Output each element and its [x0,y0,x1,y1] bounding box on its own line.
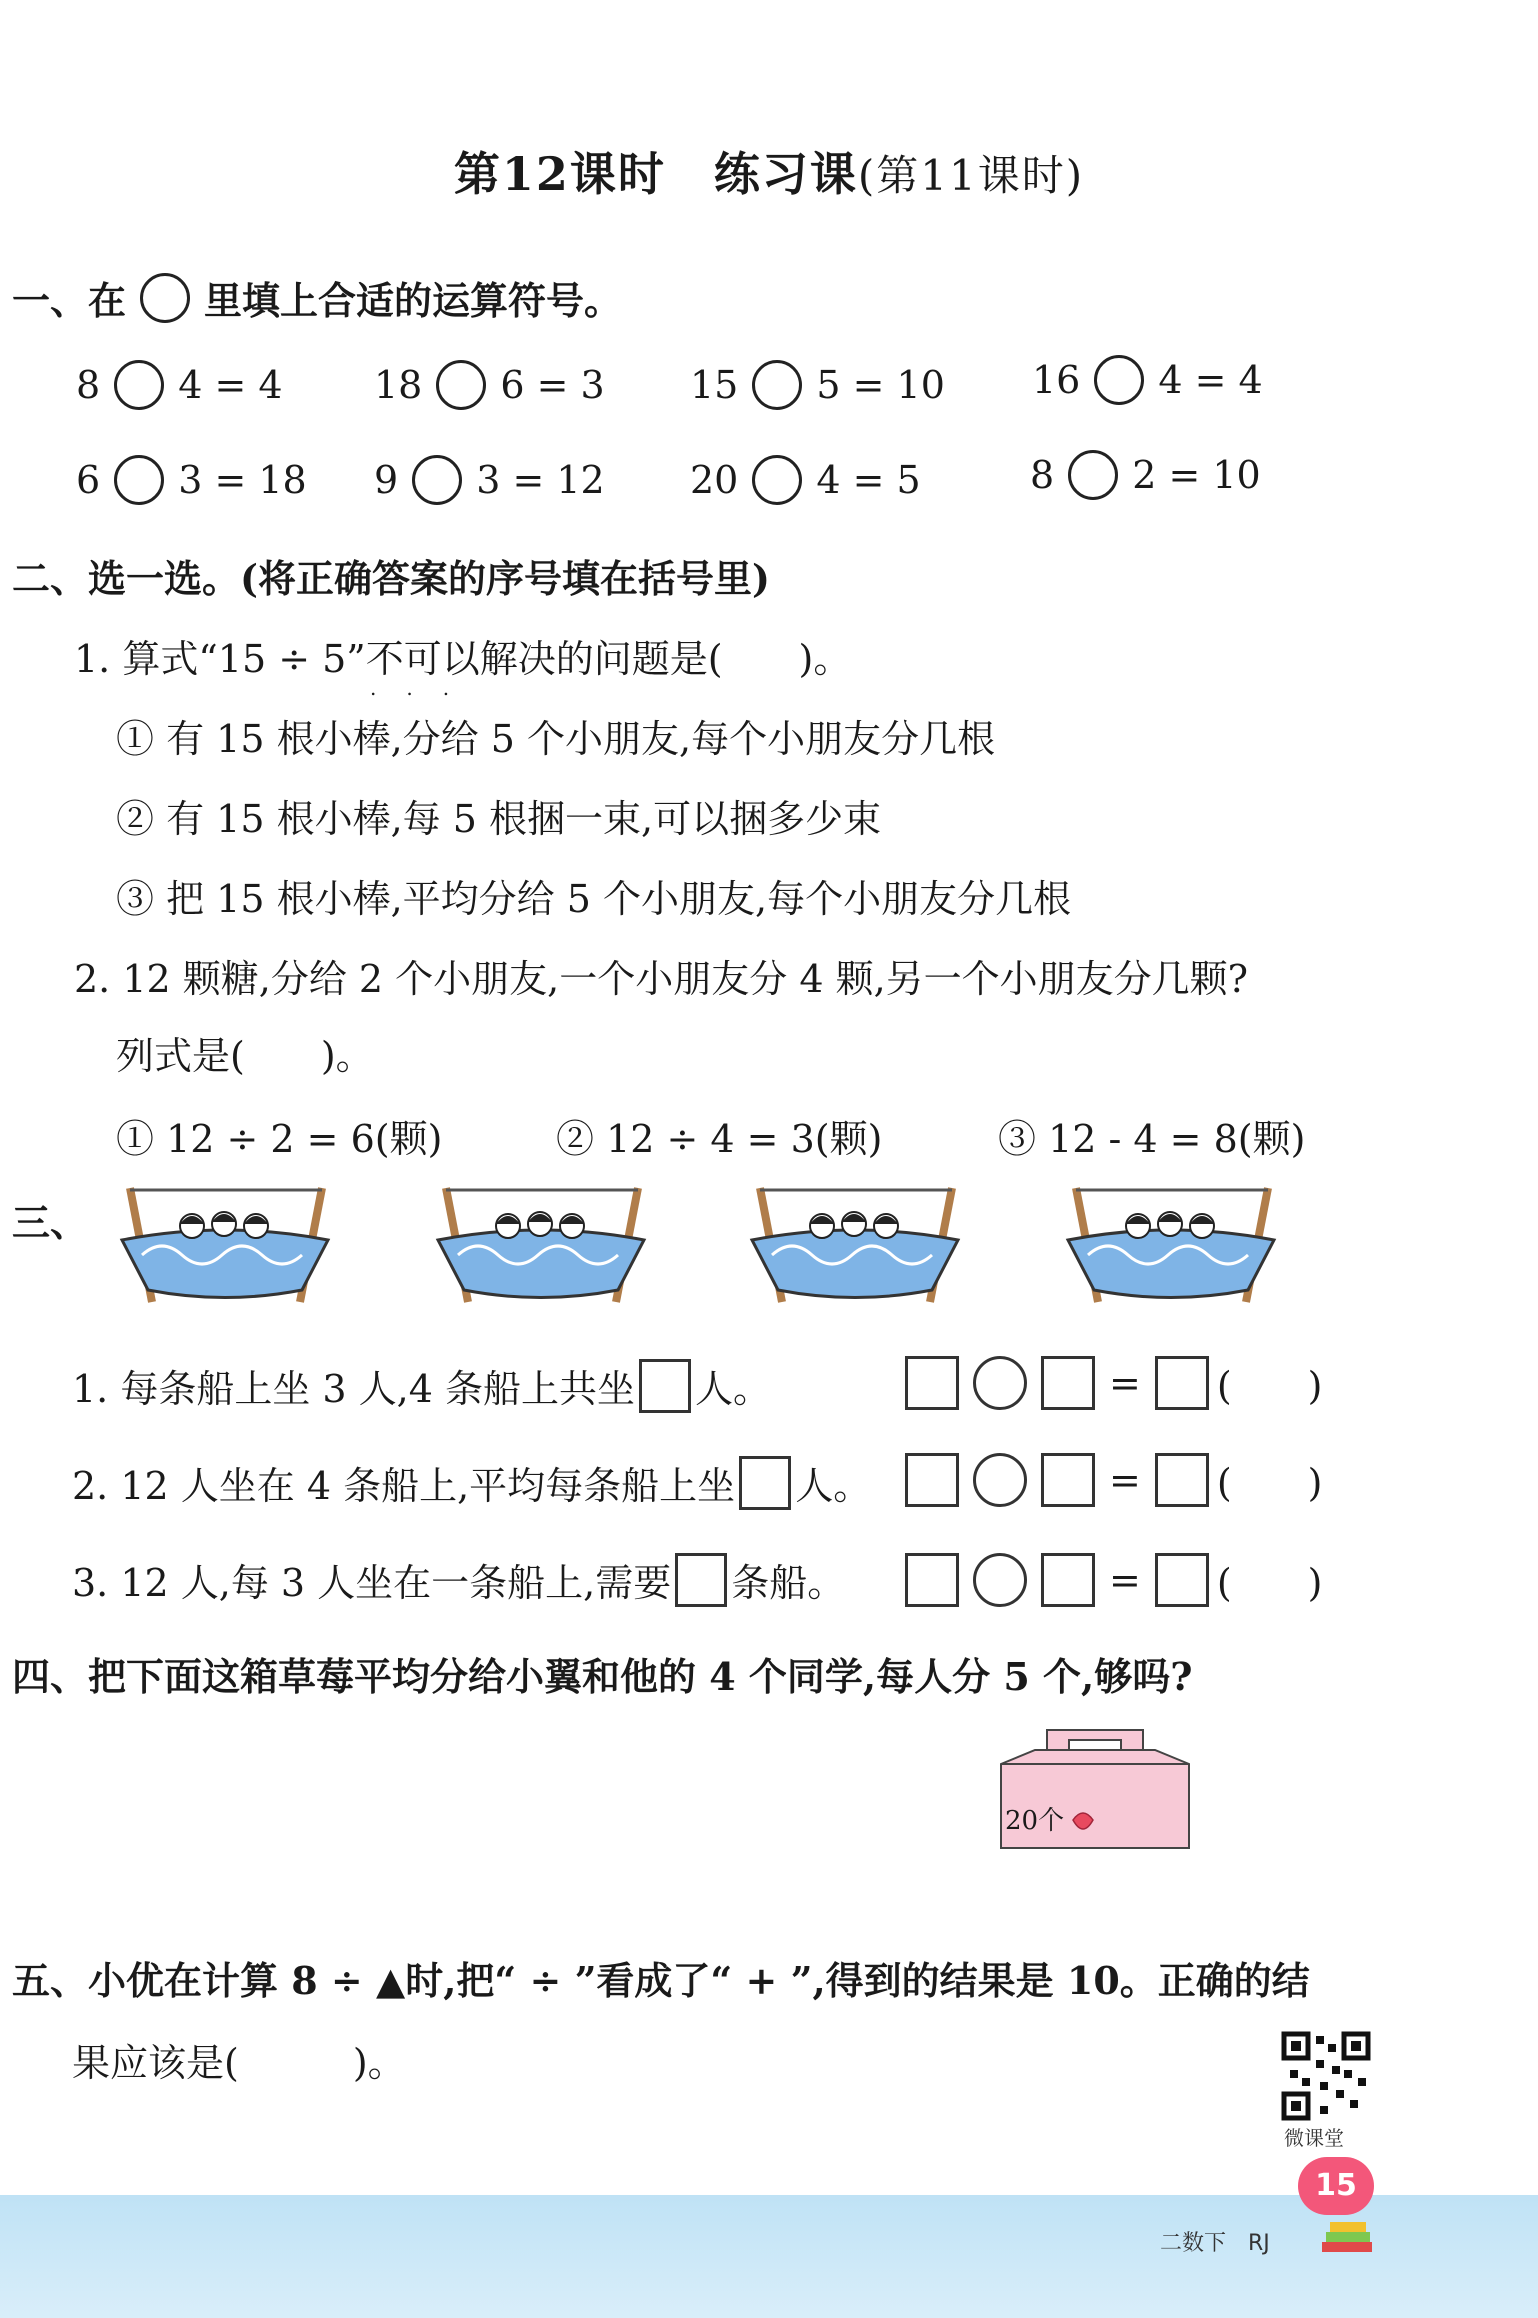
footer-band [0,2195,1538,2318]
s1-item [374,455,605,505]
answer-circle[interactable] [412,455,462,505]
answer-box[interactable] [639,1359,691,1413]
s1-item [690,455,921,505]
s2-q1-option-2: ② 有 15 根小棒,每 5 根捆一束,可以捆多少束 [116,797,882,841]
boat-illustration [1058,1180,1284,1308]
s3-q3-text: 3. 12 人,每 3 人坐在一条船上,需要 [72,1561,672,1605]
operand: 4 = 4 [1158,358,1263,402]
s2-q2-line2: 列式是( )。 [116,1034,374,1078]
unit-paren: ( ) [1216,1561,1323,1605]
s3-q1 [72,1358,771,1413]
formula-box[interactable] [905,1356,959,1410]
s3-q2-text: 2. 12 人坐在 4 条船上,平均每条船上坐 [72,1464,736,1508]
page-title [0,138,1538,204]
s1-item [76,360,283,410]
section-2-heading: 二、选一选。(将正确答案的序号填在括号里) [12,556,770,601]
s2-q1-option-1: ① 有 15 根小棒,分给 5 个小朋友,每个小朋友分几根 [116,717,996,761]
books-icon [1320,2220,1376,2254]
title-main: 第12课时 练习课 [453,147,858,201]
s2-q2: 2. 12 颗糖,分给 2 个小朋友,一个小朋友分 4 颗,另一个小朋友分几颗? [74,957,1249,1001]
formula-box[interactable] [1155,1356,1209,1410]
qr-code-icon[interactable] [1280,2030,1372,2122]
answer-box[interactable] [675,1553,727,1607]
s2-q2-option-3: ③ 12 - 4 = 8(颗) [998,1117,1306,1161]
section-5-line2: 果应该是( )。 [72,2041,406,2085]
boat-illustration [742,1180,968,1308]
s3-q2-tail: 人。 [795,1464,872,1508]
s3-q1-formula [905,1355,1323,1410]
unit-paren: ( ) [1216,1364,1323,1408]
equals-sign: = [1109,1557,1141,1602]
s3-q2 [72,1455,871,1510]
operand: 5 = 10 [816,363,945,407]
answer-circle[interactable] [436,360,486,410]
answer-circle[interactable] [1094,355,1144,405]
grade-label: 二数下 RJ [1160,2231,1270,2256]
operand: 9 [374,458,399,502]
s2-q1-option-3: ③ 把 15 根小棒,平均分给 5 个小朋友,每个小朋友分几根 [116,877,1072,921]
boat-illustration [428,1180,654,1308]
formula-box[interactable] [1155,1553,1209,1607]
answer-box[interactable] [739,1456,791,1510]
s2-q1: 1. 算式“15 ÷ 5”不可以解决的问题是( )。 [74,637,852,681]
section-4-heading: 四、把下面这箱草莓平均分给小翼和他的 4 个同学,每人分 5 个,够吗? [12,1654,1193,1699]
operand: 6 = 3 [500,363,605,407]
s3-q1-tail: 人。 [695,1367,772,1411]
formula-box[interactable] [1041,1453,1095,1507]
formula-circle[interactable] [973,1553,1027,1607]
formula-circle[interactable] [973,1453,1027,1507]
section-5-line1: 五、小优在计算 8 ÷ ▲时,把“ ÷ ”看成了“ + ”,得到的结果是 10。正确的结 [12,1958,1310,2003]
s3-q3-tail: 条船。 [731,1561,846,1605]
formula-box[interactable] [1041,1553,1095,1607]
title-sub: (第11课时) [857,151,1085,200]
formula-box[interactable] [905,1453,959,1507]
answer-circle[interactable] [752,360,802,410]
operand: 4 = 4 [178,363,283,407]
answer-circle[interactable] [752,455,802,505]
box-label: 20个 [1005,1806,1065,1836]
answer-circle[interactable] [1068,450,1118,500]
formula-circle[interactable] [973,1356,1027,1410]
s1-item [374,360,605,410]
section-3-heading: 三、 [12,1200,89,1245]
answer-circle[interactable] [114,455,164,505]
operand: 3 = 12 [476,458,605,502]
boat-illustration [112,1180,338,1308]
s3-q2-formula [905,1452,1323,1507]
s2-q2-option-1: ① 12 ÷ 2 = 6(颗) [116,1117,443,1161]
formula-box[interactable] [1041,1356,1095,1410]
s2-q2-option-2: ② 12 ÷ 4 = 3(颗) [556,1117,883,1161]
operand: 2 = 10 [1132,453,1261,497]
page-number: 15 [1298,2157,1374,2215]
operand: 3 = 18 [178,458,307,502]
operand: 20 [690,458,739,502]
operand: 16 [1032,358,1081,402]
s1-heading-text: 一、在 [12,278,127,323]
formula-box[interactable] [1155,1453,1209,1507]
answer-circle[interactable] [114,360,164,410]
sample-circle [140,273,190,323]
operand: 4 = 5 [816,458,921,502]
s1-item [1032,355,1263,405]
s1-item [76,455,307,505]
s3-q1-text: 1. 每条船上坐 3 人,4 条船上共坐 [72,1367,636,1411]
operand: 6 [76,458,101,502]
equals-sign: = [1109,1360,1141,1405]
operand: 15 [690,363,739,407]
unit-paren: ( ) [1216,1461,1323,1505]
emphasis-dots: ... [370,676,480,700]
equals-sign: = [1109,1457,1141,1502]
s1-item [690,360,945,410]
operand: 8 [1030,453,1055,497]
section-1-heading [12,270,622,325]
s1-heading-tail: 里填上合适的运算符号。 [204,278,623,323]
operand: 18 [374,363,423,407]
s3-q3 [72,1552,845,1607]
operand: 8 [76,363,101,407]
s3-q3-formula [905,1552,1323,1607]
s1-item [1030,450,1261,500]
formula-box[interactable] [905,1553,959,1607]
qr-label: 微课堂 [1284,2126,1344,2150]
